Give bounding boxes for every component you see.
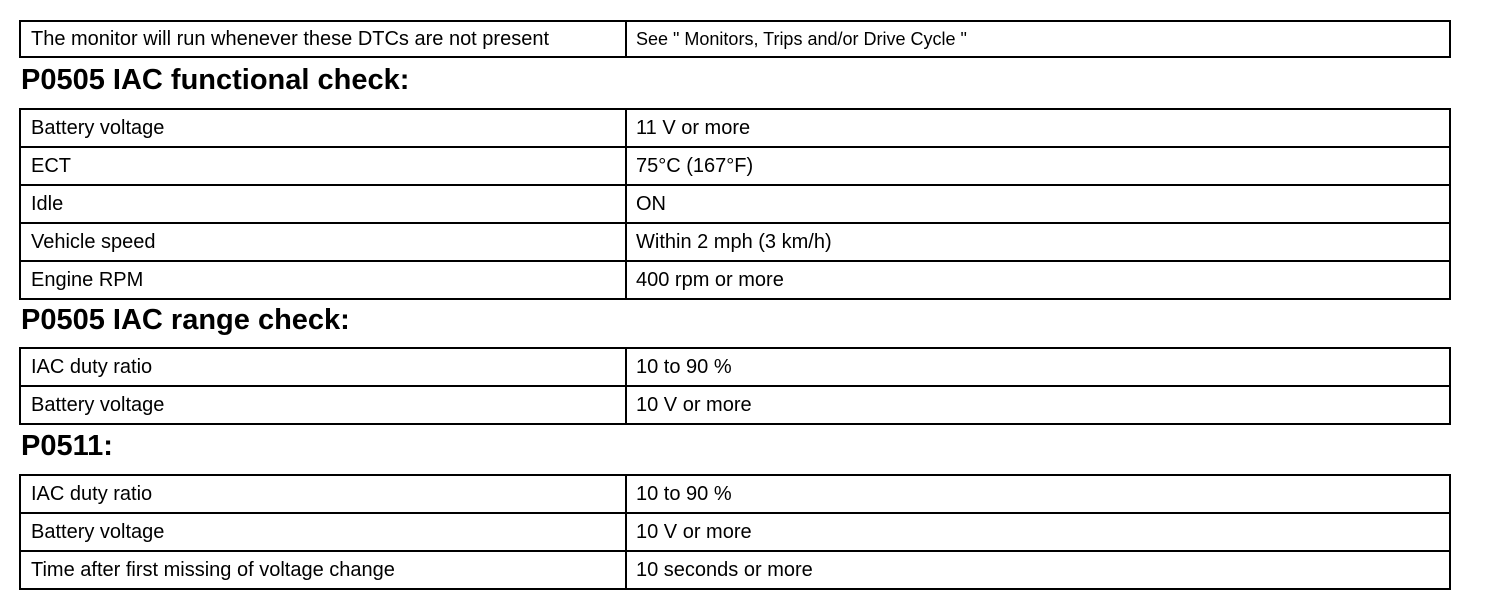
section-heading-p0511: P0511:: [21, 430, 113, 462]
table-row: [20, 223, 1450, 261]
condition-label: Time after first missing of voltage change: [20, 551, 626, 589]
condition-label: Battery voltage: [20, 109, 626, 147]
table-row: [20, 185, 1450, 223]
condition-label: Battery voltage: [20, 386, 626, 424]
condition-value: 11 V or more: [626, 109, 1450, 147]
condition-value: 10 seconds or more: [626, 551, 1450, 589]
condition-label: IAC duty ratio: [20, 475, 626, 513]
p0511-table: [19, 474, 1451, 590]
condition-value: 75°C (167°F): [626, 147, 1450, 185]
condition-label: IAC duty ratio: [20, 348, 626, 386]
condition-value: 10 V or more: [626, 386, 1450, 424]
table-row: [20, 386, 1450, 424]
table-row: [20, 475, 1450, 513]
condition-label: Idle: [20, 185, 626, 223]
table-row: [20, 147, 1450, 185]
table-row: [20, 513, 1450, 551]
table-row: [20, 551, 1450, 589]
condition-value: 10 V or more: [626, 513, 1450, 551]
condition-label: The monitor will run whenever these DTCs are not present: [20, 21, 626, 57]
section-heading-p0505-range: P0505 IAC range check:: [21, 304, 350, 336]
section-heading-p0505-functional: P0505 IAC functional check:: [21, 64, 410, 96]
condition-label: Engine RPM: [20, 261, 626, 299]
condition-value: 400 rpm or more: [626, 261, 1450, 299]
table-row: [20, 109, 1450, 147]
condition-value: ON: [626, 185, 1450, 223]
table-row: [20, 348, 1450, 386]
table-row: [20, 21, 1450, 57]
monitor-conditions-table: [19, 20, 1451, 58]
p0505-range-check-table: [19, 347, 1451, 425]
condition-value: 10 to 90 %: [626, 475, 1450, 513]
table-row: [20, 261, 1450, 299]
condition-value: Within 2 mph (3 km/h): [626, 223, 1450, 261]
condition-value: 10 to 90 %: [626, 348, 1450, 386]
p0505-functional-check-table: [19, 108, 1451, 300]
condition-label: ECT: [20, 147, 626, 185]
condition-value: See " Monitors, Trips and/or Drive Cycle ": [626, 21, 1450, 57]
condition-label: Vehicle speed: [20, 223, 626, 261]
condition-label: Battery voltage: [20, 513, 626, 551]
